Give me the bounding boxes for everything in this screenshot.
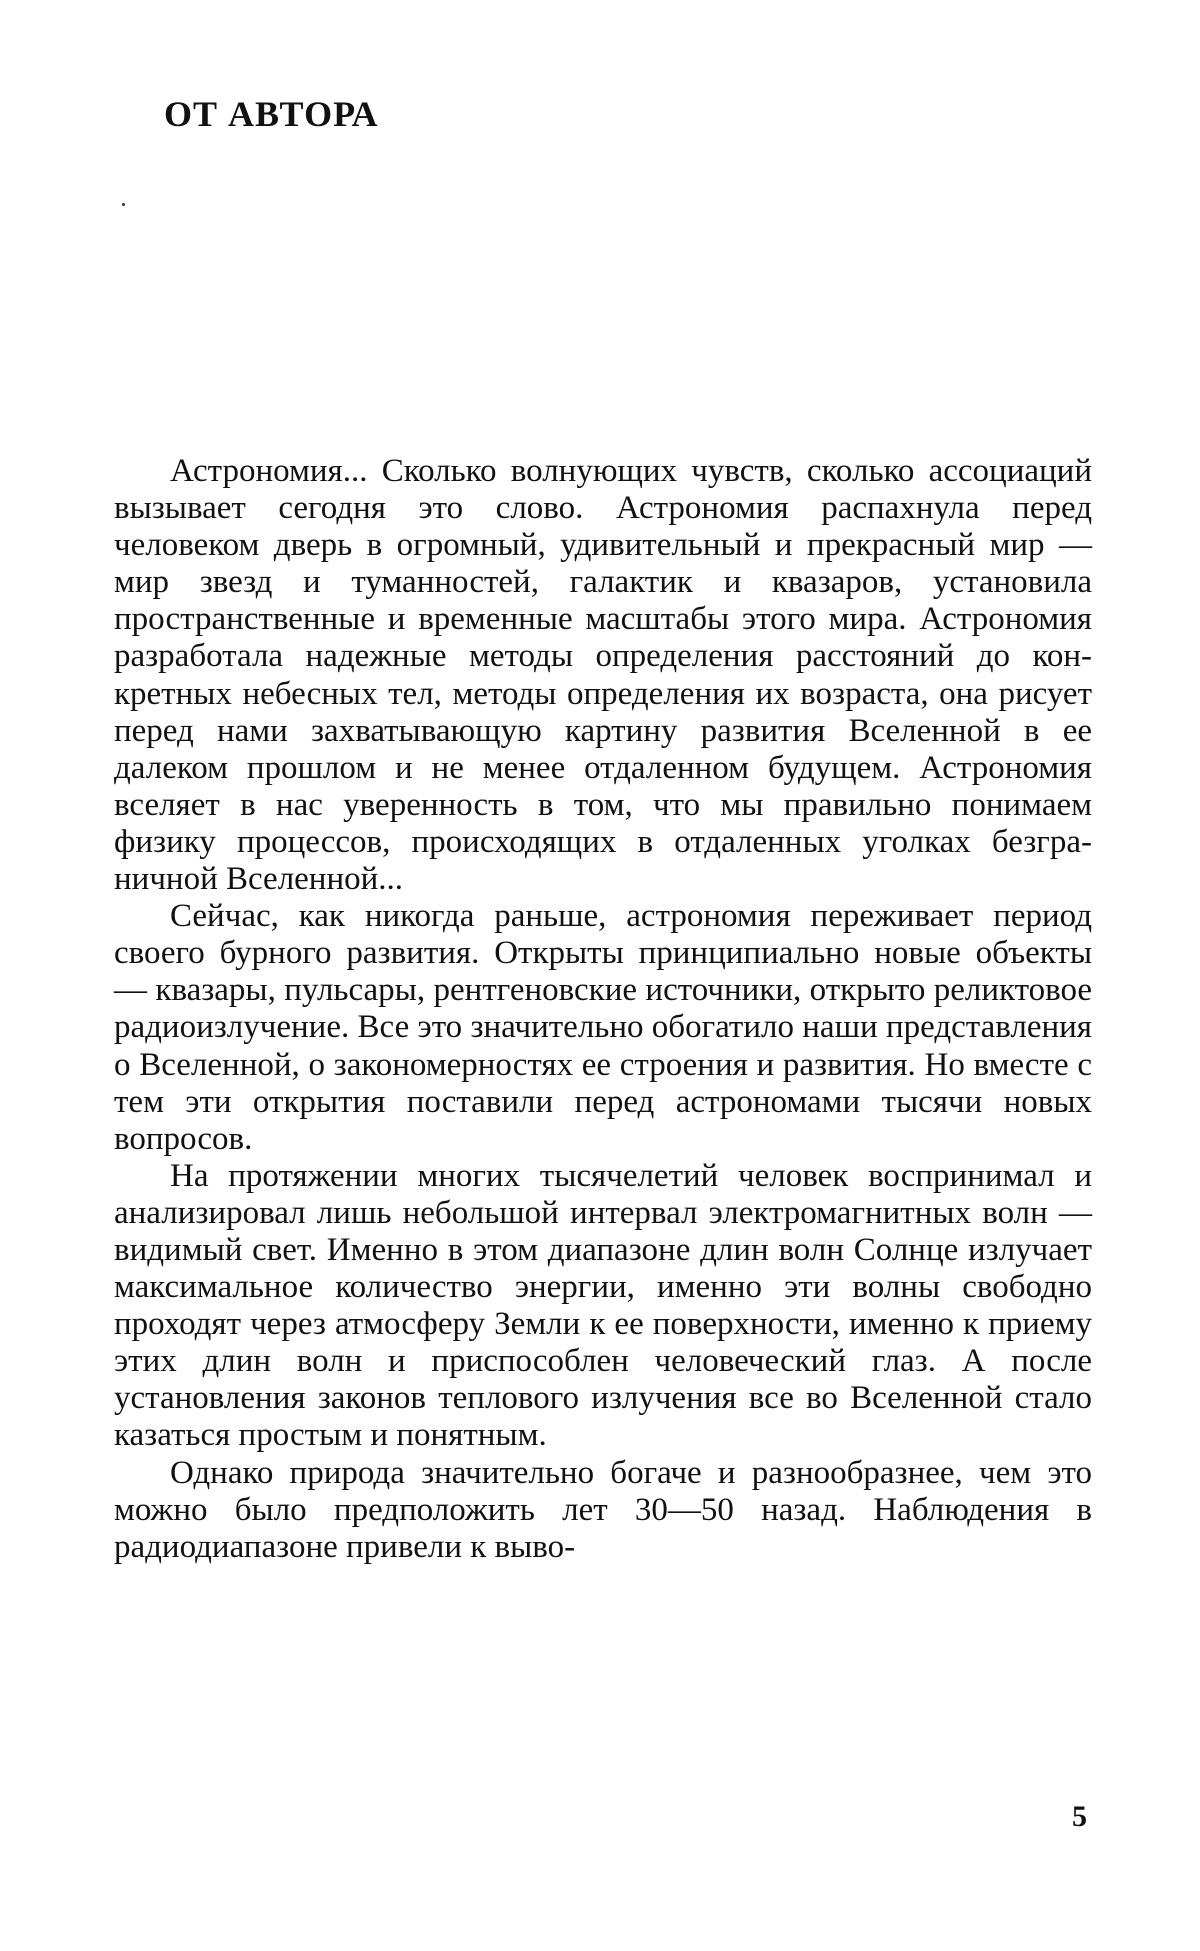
paragraph: Однако природа значительно богаче и разнообразнее, чем это можно было предположить лет 30—50 назад. Наблюдения в радиодиапазоне привели к выво- (114, 1454, 1092, 1565)
paragraph: Астрономия... Сколько волнующих чувств, сколько ассоциаций вызывает сегодня это слово. Астрономия распахнула перед человеком дверь в огромный, удивительный и прекрасный мир — мир звезд и туманностей, галактик и квазаров, установила пространственные и временные масштабы этого мира. Астрономия разработала надежные методы определения расстояний до конкретных небесных тел, методы определения их возраста, она рисует перед нами захватывающую картину развития Вселенной в ее далеком прошлом и не менее отдаленном будущем. Астрономия вселяет в нас уверенность в том, что мы правильно понимаем физику процессов, происходящих в отдаленных уголках безграничной Вселенной... (114, 453, 1092, 898)
paragraph: На протяжении многих тысячелетий человек воспринимал и анализировал лишь небольшой интервал электромагнитных волн — видимый свет. Именно в этом диапазоне длин волн Солнце излучает максимальное количество энергии, именно эти волны свободно проходят через атмосферу Земли к ее поверхности, именно к приему этих длин волн и приспособлен человеческий глаз. А после установления законов теплового излучения все во Вселенной стало казаться простым и понятным. (114, 1157, 1092, 1454)
paragraph: Сейчас, как никогда раньше, астрономия переживает период своего бурного развития. Открыты принципиально новые объекты — квазары, пульсары, рентгеновские источники, открыто реликтовое радиоизлучение. Все это значительно обогатило наши представления о Вселенной, о закономерностях ее строения и развития. Но вместе с тем эти открытия поставили перед астрономами тысячи новых вопросов. (114, 898, 1092, 1157)
print-speck (122, 203, 125, 206)
section-heading: ОТ АВТОРА (164, 94, 379, 134)
page-number: 5 (1072, 1800, 1087, 1833)
body-text (114, 453, 1092, 1566)
